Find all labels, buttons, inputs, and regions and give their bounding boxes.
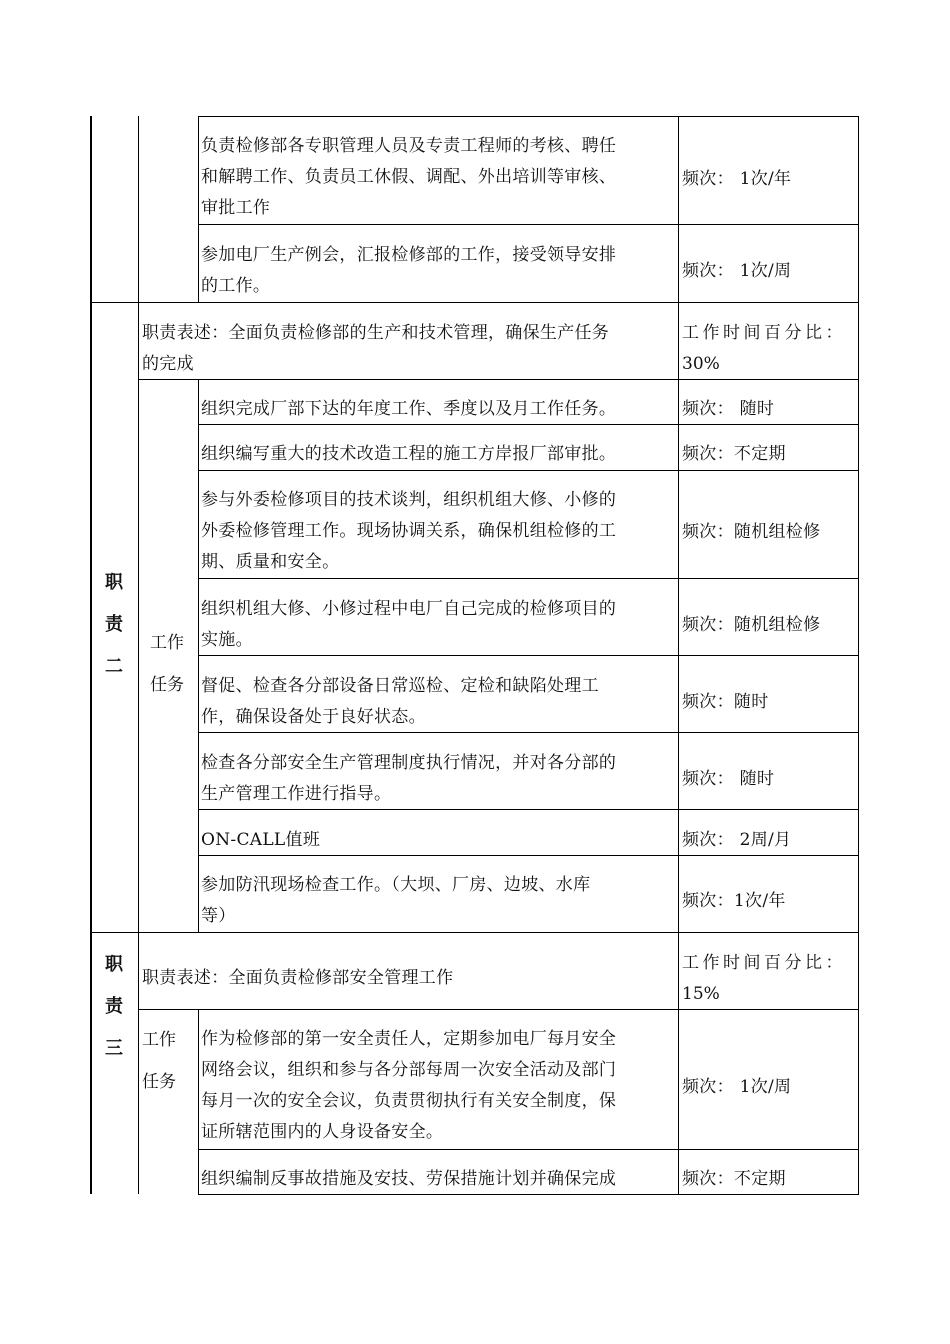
col-divider bbox=[198, 116, 199, 302]
task-text: 作为检修部的第一安全责任人，定期参加电厂每月安全 网络会议，组织和参与各分部每周一次安全活动及部门 每月一次的安全会议，负责贯彻执行有关安全制度，保 证所辖范围内的人身设备安全。 bbox=[201, 1029, 617, 1142]
task-text: 督促、检查各分部设备日常巡检、定检和缺陷处理工 作，确保设备处于良好状态。 bbox=[201, 676, 599, 727]
task-frequency: 频次： 1次/周 bbox=[682, 1077, 792, 1097]
task-text: 参与外委检修项目的技术谈判，组织机组大修、小修的 外委检修管理工作。现场协调关系，确保机组检修的工 期、质量和安全。 bbox=[201, 490, 617, 572]
task-frequency: 频次： 随时 bbox=[682, 399, 775, 419]
row-divider bbox=[198, 578, 859, 579]
sub-label: 工作 任务 bbox=[150, 633, 184, 695]
task-frequency: 频次： 随时 bbox=[682, 769, 775, 789]
task-text: 检查各分部安全生产管理制度执行情况，并对各分部的 生产管理工作进行指导。 bbox=[201, 753, 617, 804]
sub-label: 工作 任务 bbox=[142, 1030, 176, 1092]
time-percentage: 工作时间百分比： 30% bbox=[682, 323, 846, 374]
task-text: 组织编制反事故措施及安技、劳保措施计划并确保完成 bbox=[201, 1169, 617, 1189]
task-frequency: 频次：随时 bbox=[682, 692, 769, 712]
col-divider bbox=[198, 1009, 199, 1194]
task-text: 组织机组大修、小修过程中电厂自己完成的检修项目的 实施。 bbox=[201, 599, 617, 650]
task-frequency: 频次：随机组检修 bbox=[682, 615, 821, 635]
task-text: 参加电厂生产例会，汇报检修部的工作，接受领导安排 的工作。 bbox=[201, 245, 617, 296]
task-frequency: 频次：不定期 bbox=[682, 444, 786, 464]
task-text: ON-CALL值班 bbox=[201, 830, 321, 850]
row-divider bbox=[198, 1149, 859, 1150]
row-divider bbox=[198, 224, 859, 225]
task-frequency: 频次：随机组检修 bbox=[682, 522, 821, 542]
duty-label: 职 责 二 bbox=[105, 572, 123, 677]
task-text: 组织完成厂部下达的年度工作、季度以及月工作任务。 bbox=[201, 399, 617, 419]
row-divider bbox=[90, 932, 859, 933]
table-border-left bbox=[90, 116, 92, 1194]
row-divider bbox=[198, 470, 859, 471]
duty-description: 职责表述：全面负责检修部的生产和技术管理，确保生产任务 的完成 bbox=[142, 323, 610, 374]
time-percentage: 工作时间百分比： 15% bbox=[682, 953, 846, 1004]
task-frequency: 频次：不定期 bbox=[682, 1169, 786, 1189]
col-divider bbox=[138, 116, 139, 302]
duty-label: 职 责 三 bbox=[105, 954, 123, 1059]
duty-description: 职责表述：全面负责检修部安全管理工作 bbox=[142, 968, 454, 988]
task-frequency: 频次： 1次/周 bbox=[682, 261, 792, 281]
task-frequency: 频次： 2周/月 bbox=[682, 830, 792, 850]
task-text: 组织编写重大的技术改造工程的施工方岸报厂部审批。 bbox=[201, 444, 617, 464]
row-divider bbox=[198, 116, 859, 117]
task-text: 参加防汛现场检查工作。（大坝、厂房、边坡、水库 等） bbox=[201, 875, 591, 926]
task-frequency: 频次： 1次/年 bbox=[682, 169, 792, 189]
task-text: 负责检修部各专职管理人员及专责工程师的考核、聘任 和解聘工作、负责员工休假、调配、外出培训等审核、 审批工作 bbox=[201, 136, 617, 218]
col-divider bbox=[138, 302, 139, 1194]
row-divider bbox=[90, 302, 859, 303]
task-frequency: 频次：1次/年 bbox=[682, 891, 786, 911]
